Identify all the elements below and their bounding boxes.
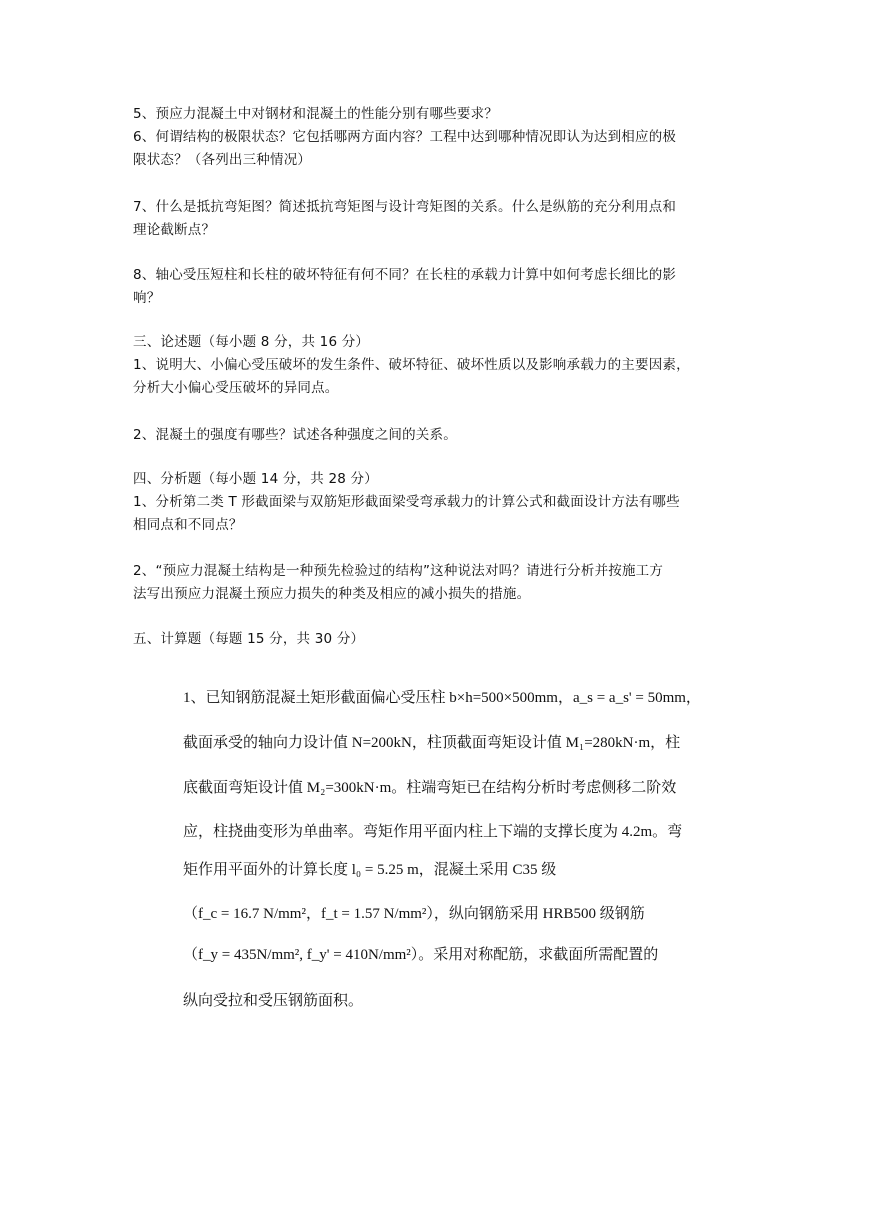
section-3 <box>133 331 753 400</box>
section-3-question-2 <box>133 424 753 447</box>
text-line: 限状态？（各列出三种情况） <box>133 152 312 168</box>
calc-line-4: 应，柱挠曲变形为单曲率。弯矩作用平面内柱上下端的支撑长度为 4.2m。弯 <box>183 824 683 840</box>
text-line: 2、“预应力混凝土结构是一种预先检验过的结构”这种说法对吗？请进行分析并按施工方 <box>133 563 664 579</box>
text-line: 法写出预应力混凝土预应力损失的种类及相应的减小损失的措施。 <box>133 586 531 602</box>
section-heading: 五、计算题（每题 15 分，共 30 分） <box>133 631 365 647</box>
text-line: 7、什么是抵抗弯矩图？简述抵抗弯矩图与设计弯矩图的关系。什么是纵筋的充分利用点和 <box>133 199 677 215</box>
text-line: 2、混凝土的强度有哪些？试述各种强度之间的关系。 <box>133 427 457 443</box>
text-line: 1、分析第二类 T 形截面梁与双筋矩形截面梁受弯承载力的计算公式和截面设计方法有哪些 <box>133 494 680 510</box>
text-line: 6、何谓结构的极限状态？它包括哪两方面内容？工程中达到哪种情况即认为达到相应的极 <box>133 129 677 145</box>
calc-line-2: 截面承受的轴向力设计值 N=200kN，柱顶截面弯矩设计值 M₁=280kN·m，柱 <box>183 735 681 751</box>
question-8 <box>133 264 753 310</box>
section-heading: 三、论述题（每小题 8 分，共 16 分） <box>133 334 370 350</box>
text-line: 8、轴心受压短柱和长柱的破坏特征有何不同？在长柱的承载力计算中如何考虑长细比的影 <box>133 267 677 283</box>
calc-line-8: 纵向受拉和受压钢筋面积。 <box>183 993 364 1009</box>
question-5 <box>133 103 753 126</box>
question-6 <box>133 126 753 172</box>
text-line: 理论截断点？ <box>133 222 216 238</box>
section-heading: 四、分析题（每小题 14 分，共 28 分） <box>133 471 378 487</box>
section-4 <box>133 468 753 537</box>
calc-line-5: 矩作用平面外的计算长度 l₀ = 5.25 m，混凝土采用 C35 级 <box>183 862 557 878</box>
text-line: 5、预应力混凝土中对钢材和混凝土的性能分别有哪些要求？ <box>133 106 498 122</box>
text-line: 分析大小偏心受压破坏的异同点。 <box>133 380 339 396</box>
calc-line-3: 底截面弯矩设计值 M₂=300kN·m。柱端弯矩已在结构分析时考虑侧移二阶效 <box>183 780 677 796</box>
text-line: 响？ <box>133 290 161 306</box>
question-7 <box>133 196 753 242</box>
calc-line-1: 1、已知钢筋混凝土矩形截面偏心受压柱 b×h=500×500mm，a_s = a_s' = 50mm， <box>183 690 701 706</box>
text-line: 1、说明大、小偏心受压破坏的发生条件、破坏特征、破坏性质以及影响承载力的主要因素， <box>133 357 690 373</box>
text-line: 相同点和不同点？ <box>133 517 243 533</box>
calc-line-6: （f_c = 16.7 N/mm²，f_t = 1.57 N/mm²），纵向钢筋采用 HRB500 级钢筋 <box>183 906 645 922</box>
section-5 <box>133 628 753 651</box>
section-4-question-2 <box>133 560 753 606</box>
calc-line-7: （f_y = 435N/mm², f_y' = 410N/mm²）。采用对称配筋，求截面所需配置的 <box>183 947 659 963</box>
